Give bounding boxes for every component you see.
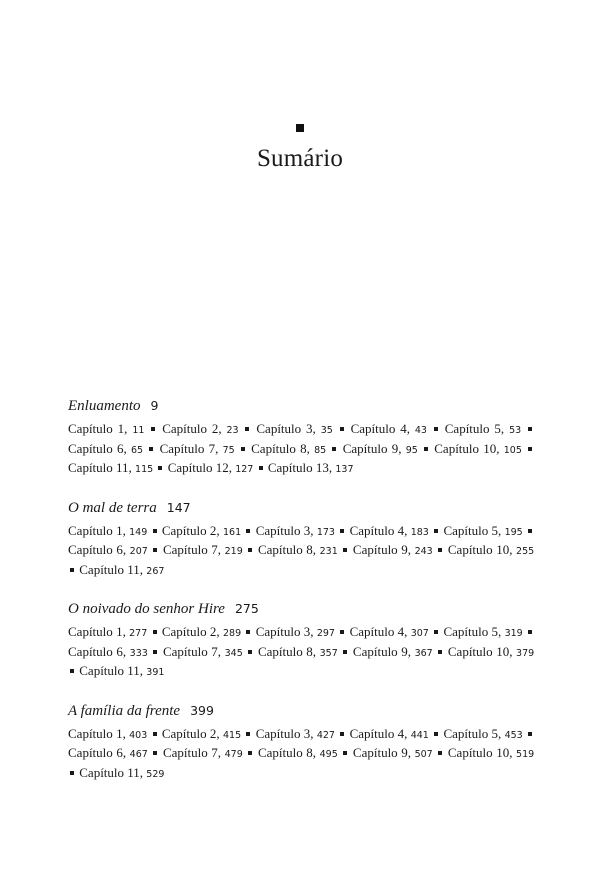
- chapter-label: Capítulo 9,: [352, 745, 411, 760]
- square-separator-icon: [248, 650, 252, 654]
- chapter-page-number: 319: [504, 628, 523, 639]
- chapter-entry: [343, 441, 418, 456]
- chapter-page-number: 357: [319, 647, 338, 659]
- section-page-number: 399: [190, 702, 214, 718]
- chapter-entry: [350, 624, 429, 639]
- table-of-contents: [68, 396, 534, 802]
- chapter-entry: [160, 441, 235, 456]
- chapter-label: Capítulo 4,: [349, 624, 408, 639]
- chapter-entry: [168, 460, 254, 475]
- chapter-label: Capítulo 12,: [167, 460, 232, 475]
- chapter-label: Capítulo 6,: [68, 643, 127, 659]
- square-separator-icon: [153, 630, 157, 634]
- chapter-list: [68, 725, 534, 784]
- chapter-entry: [79, 562, 164, 577]
- chapter-page-number: 35: [320, 425, 333, 436]
- section-heading: [68, 396, 534, 416]
- chapter-entry: [443, 523, 522, 538]
- chapter-entry: [68, 542, 148, 557]
- square-separator-icon: [245, 427, 249, 431]
- chapter-entry: [448, 542, 534, 557]
- chapter-label: Capítulo 6,: [68, 440, 127, 456]
- chapter-page-number: 149: [129, 526, 148, 538]
- chapter-label: Capítulo 11,: [79, 561, 144, 577]
- chapter-label: Capítulo 3,: [255, 522, 314, 538]
- chapter-page-number: 427: [316, 729, 335, 741]
- square-separator-icon: [343, 548, 347, 552]
- chapter-entry: [68, 460, 153, 475]
- section-page-number: 275: [234, 601, 259, 616]
- chapter-entry: [162, 624, 241, 639]
- chapter-label: Capítulo 2,: [161, 624, 220, 639]
- square-separator-icon: [528, 630, 532, 634]
- chapter-page-number: 183: [410, 526, 429, 538]
- chapter-entry: [353, 542, 433, 557]
- chapter-label: Capítulo 5,: [443, 624, 502, 639]
- chapter-label: Capítulo 7,: [159, 440, 219, 456]
- square-separator-icon: [340, 427, 344, 431]
- chapter-entry: [443, 624, 522, 639]
- chapter-page-number: 529: [146, 768, 165, 780]
- chapter-label: Capítulo 3,: [255, 624, 314, 639]
- chapter-label: Capítulo 8,: [251, 440, 310, 456]
- square-separator-icon: [149, 447, 153, 451]
- square-separator-icon: [434, 427, 438, 431]
- chapter-entry: [268, 460, 354, 475]
- chapter-entry: [258, 644, 338, 659]
- square-separator-icon: [153, 732, 157, 736]
- chapter-page-number: 391: [146, 667, 165, 678]
- chapter-label: Capítulo 5,: [444, 421, 505, 436]
- chapter-label: Capítulo 2,: [161, 522, 220, 538]
- chapter-label: Capítulo 8,: [257, 745, 317, 760]
- chapter-entry: [68, 523, 147, 538]
- chapter-label: Capítulo 11,: [79, 764, 144, 780]
- chapter-page-number: 415: [222, 729, 242, 741]
- square-separator-icon: [248, 751, 252, 755]
- square-separator-icon: [332, 447, 336, 451]
- title-block: [0, 124, 600, 174]
- chapter-label: Capítulo 10,: [434, 440, 500, 456]
- chapter-entry: [256, 726, 335, 741]
- chapter-entry: [353, 644, 433, 659]
- chapter-page-number: 243: [414, 546, 433, 557]
- chapter-page-number: 207: [129, 546, 148, 557]
- chapter-page-number: 467: [129, 749, 148, 760]
- chapter-entry: [68, 726, 147, 741]
- square-separator-icon: [248, 548, 252, 552]
- square-separator-icon: [528, 732, 532, 736]
- square-separator-icon: [153, 548, 157, 552]
- square-separator-icon: [241, 447, 245, 451]
- chapter-label: Capítulo 5,: [443, 522, 502, 538]
- chapter-page-number: 105: [503, 444, 522, 456]
- chapter-label: Capítulo 4,: [349, 522, 408, 538]
- chapter-label: Capítulo 8,: [257, 643, 317, 659]
- section-title: A família da frente: [68, 702, 181, 719]
- chapter-label: Capítulo 6,: [68, 542, 127, 557]
- page-title: Sumário: [256, 145, 344, 172]
- chapter-page-number: 345: [224, 647, 243, 659]
- chapter-page-number: 127: [235, 464, 254, 475]
- square-separator-icon: [153, 529, 157, 533]
- chapter-entry: [445, 421, 521, 436]
- chapter-entry: [256, 523, 335, 538]
- chapter-label: Capítulo 2,: [161, 725, 220, 741]
- chapter-entry: [256, 421, 332, 436]
- square-separator-icon: [343, 751, 347, 755]
- chapter-page-number: 173: [316, 526, 335, 538]
- chapter-page-number: 453: [504, 729, 523, 741]
- chapter-entry: [256, 624, 335, 639]
- chapter-label: Capítulo 7,: [162, 542, 222, 557]
- section-title: O noivado do senhor Hire: [68, 601, 225, 617]
- chapter-label: Capítulo 8,: [257, 542, 317, 557]
- section-title: Enluamento: [68, 398, 141, 414]
- chapter-page-number: 495: [319, 749, 338, 760]
- chapter-label: Capítulo 11,: [68, 460, 132, 475]
- square-separator-icon: [340, 732, 344, 736]
- square-separator-icon: [438, 548, 442, 552]
- square-separator-icon: [70, 771, 74, 775]
- chapter-entry: [68, 745, 148, 760]
- chapter-page-number: 115: [135, 464, 154, 475]
- chapter-page-number: 161: [222, 526, 242, 538]
- chapter-entry: [68, 441, 143, 456]
- chapter-page-number: 75: [222, 444, 235, 456]
- chapter-label: Capítulo 10,: [447, 643, 513, 659]
- toc-section: [68, 498, 534, 581]
- square-separator-icon: [158, 466, 162, 470]
- chapter-list: [68, 420, 534, 479]
- chapter-page-number: 137: [335, 464, 354, 475]
- chapter-entry: [163, 745, 243, 760]
- chapter-page-number: 333: [129, 647, 148, 659]
- chapter-list: [68, 623, 534, 682]
- chapter-label: Capítulo 4,: [350, 421, 410, 436]
- chapter-page-number: 441: [410, 729, 429, 741]
- chapter-entry: [163, 644, 243, 659]
- chapter-entry: [350, 523, 429, 538]
- chapter-page-number: 43: [414, 425, 427, 436]
- chapter-label: Capítulo 13,: [267, 460, 333, 475]
- section-heading: [68, 498, 534, 518]
- square-separator-icon: [434, 529, 438, 533]
- chapter-label: Capítulo 7,: [162, 643, 222, 659]
- chapter-page-number: 289: [222, 628, 242, 639]
- square-separator-icon: [340, 529, 344, 533]
- square-separator-icon: [246, 529, 250, 533]
- square-bullet-icon: [296, 124, 304, 132]
- chapter-label: Capítulo 9,: [342, 440, 402, 456]
- chapter-label: Capítulo 1,: [68, 725, 126, 741]
- square-separator-icon: [528, 529, 532, 533]
- chapter-label: Capítulo 6,: [68, 745, 127, 760]
- section-page-number: 147: [166, 499, 191, 515]
- square-separator-icon: [424, 447, 428, 451]
- section-heading: [68, 599, 534, 619]
- chapter-page-number: 367: [414, 647, 433, 659]
- square-separator-icon: [528, 427, 532, 431]
- square-separator-icon: [246, 630, 250, 634]
- chapter-label: Capítulo 1,: [68, 624, 126, 639]
- chapter-label: Capítulo 1,: [68, 421, 128, 436]
- toc-section: [68, 701, 534, 784]
- section-page-number: 9: [150, 398, 159, 413]
- chapter-page-number: 231: [319, 546, 338, 557]
- square-separator-icon: [70, 568, 74, 572]
- toc-section: [68, 396, 534, 479]
- chapter-entry: [350, 726, 429, 741]
- chapter-label: Capítulo 10,: [447, 542, 513, 557]
- chapter-page-number: 307: [410, 628, 429, 639]
- chapter-page-number: 479: [224, 749, 243, 760]
- chapter-entry: [79, 765, 164, 780]
- square-separator-icon: [340, 630, 344, 634]
- chapter-entry: [353, 745, 433, 760]
- chapter-label: Capítulo 11,: [79, 663, 144, 678]
- chapter-label: Capítulo 10,: [447, 745, 513, 760]
- chapter-entry: [68, 624, 147, 639]
- chapter-label: Capítulo 9,: [352, 542, 411, 557]
- chapter-page-number: 195: [504, 526, 523, 538]
- chapter-entry: [68, 421, 144, 436]
- chapter-entry: [258, 542, 338, 557]
- chapter-label: Capítulo 4,: [349, 725, 408, 741]
- toc-section: [68, 599, 534, 682]
- chapter-entry: [163, 542, 243, 557]
- square-separator-icon: [259, 466, 263, 470]
- chapter-label: Capítulo 1,: [68, 522, 126, 538]
- chapter-entry: [162, 421, 238, 436]
- chapter-page-number: 519: [516, 749, 535, 760]
- chapter-page-number: 85: [314, 444, 327, 456]
- chapter-page-number: 95: [405, 444, 418, 456]
- chapter-page-number: 53: [509, 425, 522, 436]
- chapter-entry: [68, 644, 148, 659]
- chapter-page-number: 297: [316, 628, 335, 639]
- chapter-page-number: 277: [129, 628, 148, 639]
- chapter-label: Capítulo 5,: [443, 725, 502, 741]
- chapter-entry: [79, 663, 164, 678]
- chapter-entry: [251, 441, 326, 456]
- chapter-label: Capítulo 7,: [162, 745, 222, 760]
- chapter-label: Capítulo 2,: [162, 421, 222, 436]
- chapter-page-number: 65: [131, 444, 144, 456]
- square-separator-icon: [434, 732, 438, 736]
- chapter-entry: [351, 421, 427, 436]
- section-heading: [68, 701, 534, 721]
- chapter-entry: [162, 523, 241, 538]
- chapter-page-number: 507: [414, 749, 433, 760]
- chapter-page-number: 267: [146, 565, 165, 577]
- square-separator-icon: [434, 630, 438, 634]
- square-separator-icon: [246, 732, 250, 736]
- square-separator-icon: [438, 751, 442, 755]
- square-separator-icon: [438, 650, 442, 654]
- chapter-entry: [443, 726, 522, 741]
- chapter-page-number: 379: [516, 647, 535, 659]
- square-separator-icon: [343, 650, 347, 654]
- chapter-entry: [162, 726, 241, 741]
- chapter-label: Capítulo 9,: [352, 643, 411, 659]
- square-separator-icon: [153, 650, 157, 654]
- chapter-entry: [434, 441, 522, 456]
- chapter-page-number: 403: [129, 729, 148, 741]
- chapter-list: [68, 522, 534, 581]
- chapter-entry: [448, 745, 534, 760]
- section-title: O mal de terra: [68, 499, 157, 516]
- chapter-entry: [448, 644, 534, 659]
- chapter-page-number: 23: [226, 425, 239, 436]
- chapter-page-number: 219: [224, 546, 243, 557]
- chapter-label: Capítulo 3,: [256, 421, 316, 436]
- square-separator-icon: [151, 427, 155, 431]
- chapter-page-number: 11: [132, 425, 145, 436]
- chapter-entry: [258, 745, 338, 760]
- chapter-label: Capítulo 3,: [255, 725, 314, 741]
- square-separator-icon: [70, 669, 74, 673]
- square-separator-icon: [528, 447, 532, 451]
- chapter-page-number: 255: [516, 546, 535, 557]
- square-separator-icon: [153, 751, 157, 755]
